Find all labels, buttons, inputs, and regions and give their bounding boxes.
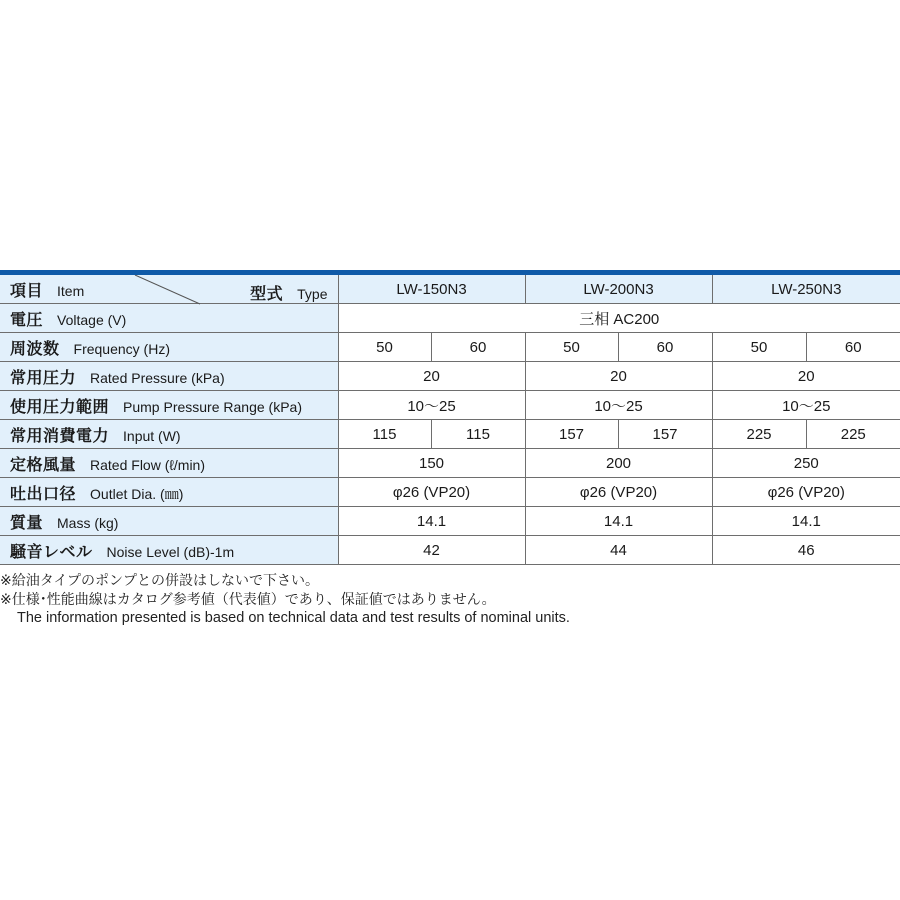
row-label-en: Frequency (Hz) — [73, 340, 170, 357]
row-label-jp: 常用圧力 — [10, 369, 77, 387]
cell-value: 225 — [712, 420, 806, 449]
cell-value: 42 — [338, 536, 525, 565]
cell-value: φ26 (VP20) — [712, 478, 900, 507]
cell-value: 150 — [338, 449, 525, 478]
cell-value: 157 — [525, 420, 618, 449]
cell-value: 三相 AC200 — [338, 304, 900, 333]
cell-value: 20 — [712, 362, 900, 391]
header-row — [0, 275, 900, 304]
cell-value: 50 — [525, 333, 618, 362]
cell-value: φ26 (VP20) — [338, 478, 525, 507]
row-label-jp: 質量 — [10, 514, 44, 532]
row-rated-flow — [0, 449, 900, 478]
row-rated-pressure — [0, 362, 900, 391]
cell-value: 60 — [431, 333, 525, 362]
footnotes — [0, 571, 570, 628]
type-jp: 型式 — [250, 286, 284, 303]
cell-value: 14.1 — [338, 507, 525, 536]
row-label-en: Mass (kg) — [57, 514, 119, 531]
cell-value: 14.1 — [525, 507, 712, 536]
row-label-jp: 周波数 — [10, 340, 60, 358]
row-outlet-dia — [0, 478, 900, 507]
note-reference-values: ※仕様･性能曲線はカタログ参考値（代表値）であり、保証値ではありません。 — [0, 591, 496, 607]
cell-value: 50 — [712, 333, 806, 362]
cell-value: 60 — [806, 333, 900, 362]
model-header: LW-200N3 — [525, 275, 712, 304]
row-voltage — [0, 304, 900, 333]
cell-value: 115 — [431, 420, 525, 449]
row-label-jp: 使用圧力範囲 — [10, 398, 110, 416]
model-header: LW-150N3 — [338, 275, 525, 304]
row-label-en: Outlet Dia. (㎜) — [90, 485, 184, 502]
note-english: The information presented is based on technical data and test results of nominal units. — [17, 610, 570, 626]
row-label-en: Rated Flow (ℓ/min) — [90, 456, 206, 473]
row-label-en: Voltage (V) — [57, 311, 127, 328]
cell-value: 14.1 — [712, 507, 900, 536]
cell-value: 44 — [525, 536, 712, 565]
cell-value: 200 — [525, 449, 712, 478]
model-header: LW-250N3 — [712, 275, 900, 304]
row-label-jp: 騒音レベル — [10, 543, 93, 561]
row-input — [0, 420, 900, 449]
cell-value: 20 — [338, 362, 525, 391]
cell-value: 50 — [338, 333, 431, 362]
cell-value: 60 — [618, 333, 712, 362]
item-en: Item — [57, 282, 85, 299]
cell-value: 157 — [618, 420, 712, 449]
type-en: Type — [297, 286, 328, 302]
row-pressure-range — [0, 391, 900, 420]
note-oil-pump: ※給油タイプのポンプとの併設はしないで下さい。 — [0, 572, 320, 588]
row-label-en: Noise Level (dB)-1m — [106, 543, 235, 560]
row-frequency — [0, 333, 900, 362]
cell-value: 225 — [806, 420, 900, 449]
item-type-header — [0, 275, 338, 304]
cell-value: 46 — [712, 536, 900, 565]
cell-value: 10〜25 — [525, 391, 712, 420]
row-label-en: Input (W) — [123, 427, 181, 444]
cell-value: 20 — [525, 362, 712, 391]
row-label-jp: 吐出口径 — [10, 485, 77, 503]
row-noise-level — [0, 536, 900, 565]
cell-value: φ26 (VP20) — [525, 478, 712, 507]
cell-value: 10〜25 — [712, 391, 900, 420]
row-label-jp: 常用消費電力 — [10, 427, 110, 445]
cell-value: 250 — [712, 449, 900, 478]
cell-value: 115 — [338, 420, 431, 449]
row-label-jp: 定格風量 — [10, 456, 77, 474]
spec-table — [0, 270, 900, 565]
row-label-en: Rated Pressure (kPa) — [90, 369, 225, 386]
row-label-en: Pump Pressure Range (kPa) — [123, 398, 302, 415]
row-label-jp: 電圧 — [10, 311, 44, 329]
row-mass — [0, 507, 900, 536]
cell-value: 10〜25 — [338, 391, 525, 420]
item-jp: 項目 — [10, 282, 44, 300]
